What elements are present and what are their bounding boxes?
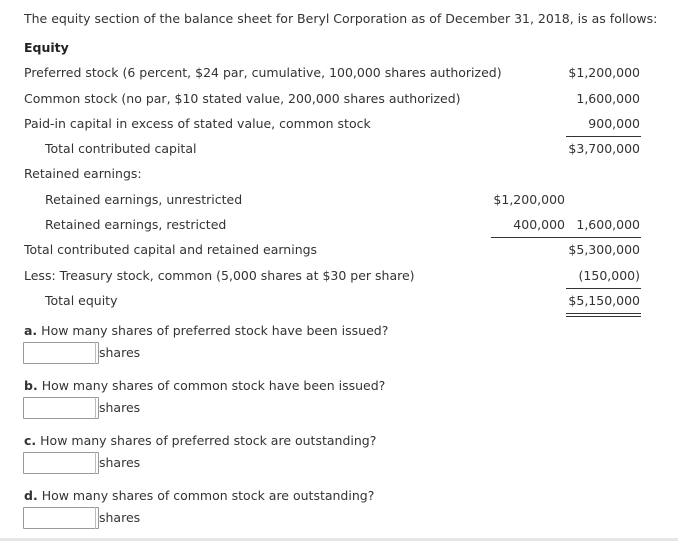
answer-input-b[interactable] xyxy=(23,397,99,419)
question-a xyxy=(24,323,388,338)
row-label: Total equity xyxy=(45,292,118,308)
row-total-value: $1,200,000 xyxy=(568,65,640,81)
table-row xyxy=(0,289,678,314)
question-letter: a. xyxy=(24,323,38,338)
table-row xyxy=(0,137,678,162)
table-row xyxy=(0,112,678,137)
row-total-value: 900,000 xyxy=(588,115,640,131)
question-d xyxy=(24,488,374,503)
table-row xyxy=(0,264,678,289)
table-row xyxy=(0,162,678,187)
unit-label: shares xyxy=(99,345,141,360)
question-text: How many shares of preferred stock are outstanding? xyxy=(40,433,377,448)
unit-label: shares xyxy=(99,510,141,525)
equity-heading: Equity xyxy=(24,40,69,55)
unit-separator xyxy=(95,507,96,529)
row-sub-value: $1,200,000 xyxy=(493,191,565,207)
table-row xyxy=(0,213,678,238)
table-row xyxy=(0,87,678,112)
row-label: Paid-in capital in excess of stated value, common stock xyxy=(24,115,371,131)
table-row xyxy=(0,238,678,263)
row-label: Retained earnings, restricted xyxy=(45,217,227,233)
row-label: Preferred stock (6 percent, $24 par, cumulative, 100,000 shares authorized) xyxy=(24,65,502,81)
row-label: Retained earnings: xyxy=(24,166,142,182)
unit-separator xyxy=(95,452,96,474)
row-total-value: 1,600,000 xyxy=(576,90,640,106)
question-letter: d. xyxy=(24,488,38,503)
row-total-value: (150,000) xyxy=(578,267,640,283)
unit-label: shares xyxy=(99,400,141,415)
row-total-value: $5,300,000 xyxy=(568,242,640,258)
answer-input-a[interactable] xyxy=(23,342,99,364)
question-text: How many shares of preferred stock have been issued? xyxy=(41,323,389,338)
unit-label: shares xyxy=(99,455,141,470)
equity-balance-sheet xyxy=(0,36,678,314)
row-total-value: $5,150,000 xyxy=(568,292,640,308)
question-letter: b. xyxy=(24,378,38,393)
row-label: Total contributed capital xyxy=(45,141,197,157)
unit-separator xyxy=(95,397,96,419)
question-b xyxy=(24,378,385,393)
total-double-underline xyxy=(566,313,641,317)
answer-input-c[interactable] xyxy=(23,452,99,474)
question-text: How many shares of common stock have been issued? xyxy=(41,378,386,393)
question-letter: c. xyxy=(24,433,37,448)
answer-input-d[interactable] xyxy=(23,507,99,529)
row-total-value: 1,600,000 xyxy=(576,217,640,233)
question-c xyxy=(24,433,376,448)
unit-separator xyxy=(95,342,96,364)
table-row xyxy=(0,188,678,213)
row-label: Total contributed capital and retained earnings xyxy=(24,242,318,258)
row-label: Less: Treasury stock, common (5,000 shares at $30 per share) xyxy=(24,267,415,283)
row-total-value: $3,700,000 xyxy=(568,141,640,157)
equity-heading-row xyxy=(0,36,678,61)
table-row xyxy=(0,61,678,86)
problem-intro: The equity section of the balance sheet for Beryl Corporation as of December 31, 2018, is as follows: xyxy=(24,11,658,26)
row-sub-value: 400,000 xyxy=(513,217,565,233)
row-label: Common stock (no par, $10 stated value, 200,000 shares authorized) xyxy=(24,90,461,106)
question-text: How many shares of common stock are outstanding? xyxy=(41,488,375,503)
row-label: Retained earnings, unrestricted xyxy=(45,191,243,207)
